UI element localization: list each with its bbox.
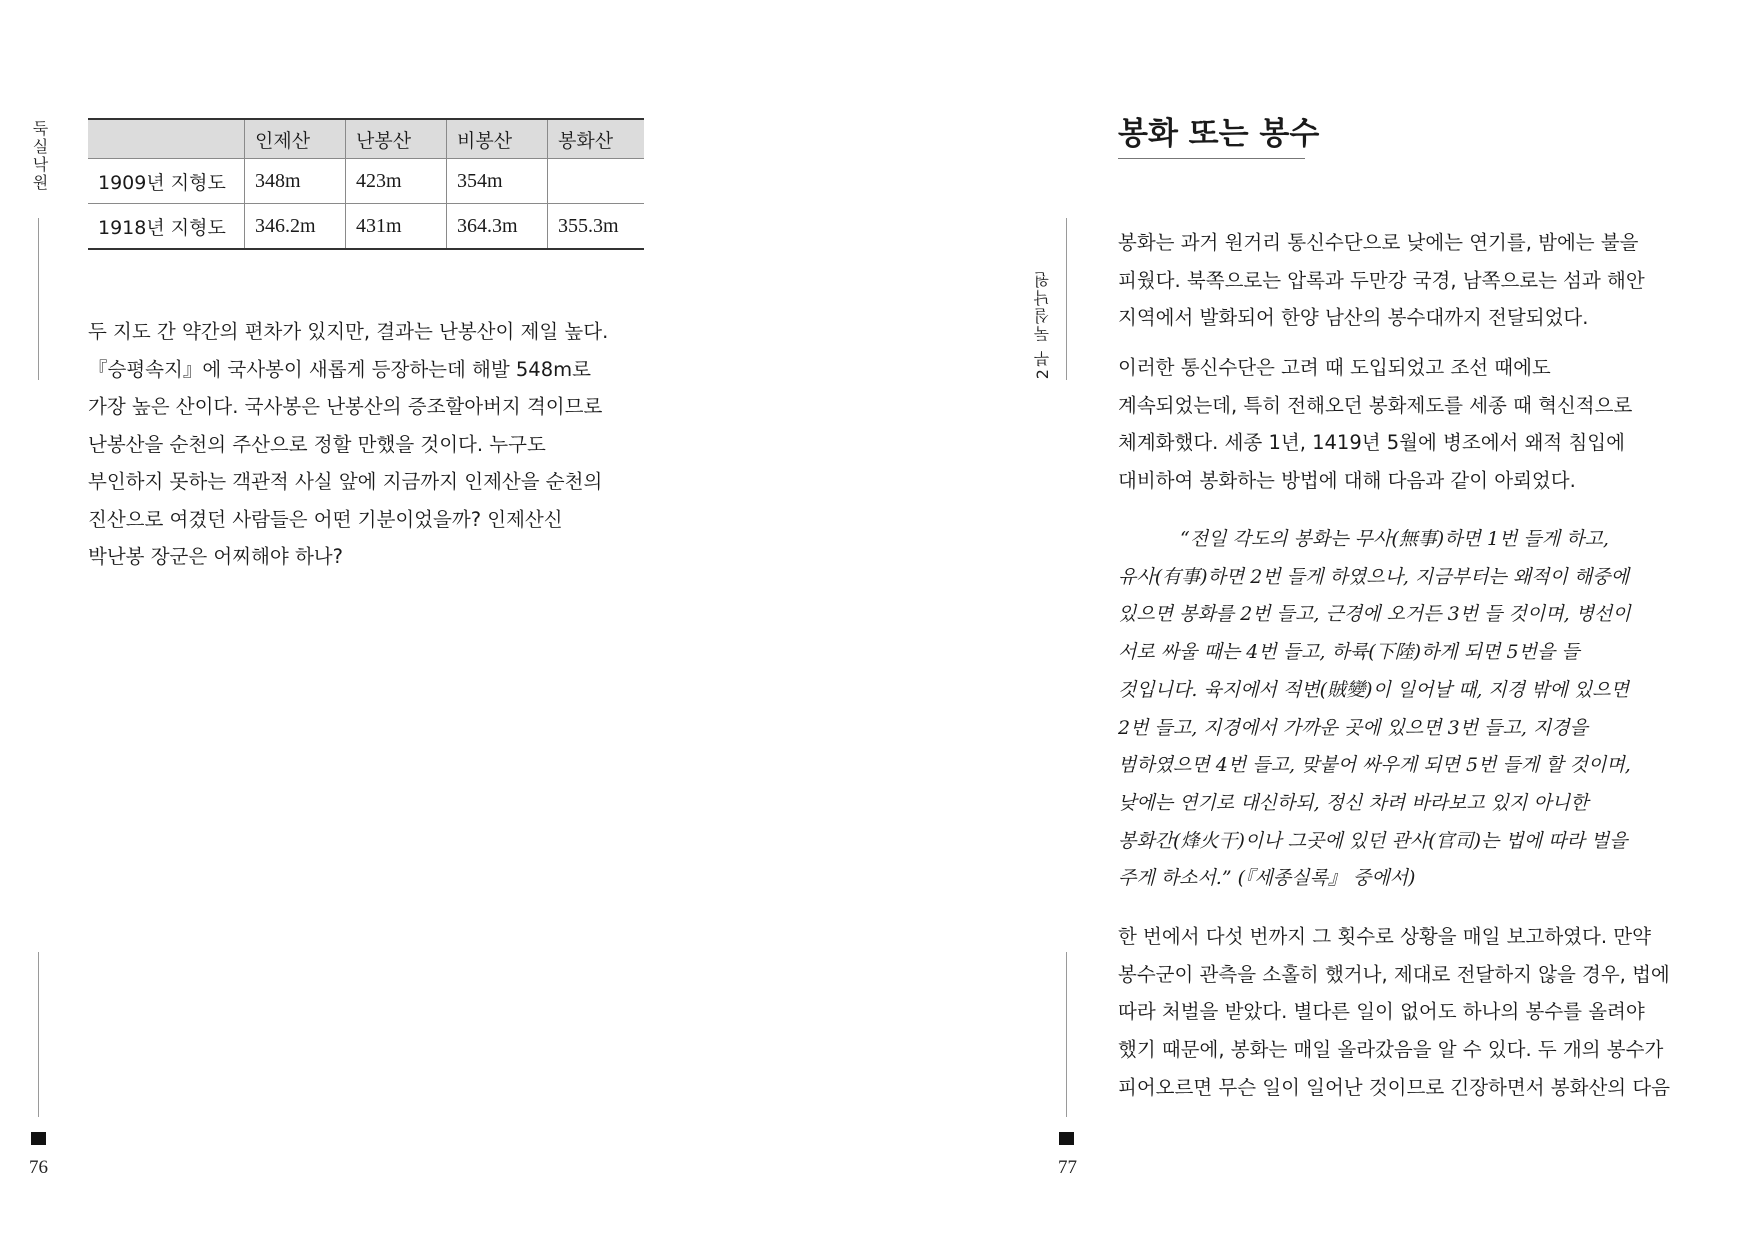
table-row bbox=[88, 159, 644, 204]
table-cell: 423m bbox=[346, 159, 447, 204]
paragraph-3 bbox=[1118, 918, 1678, 1107]
text-line: 부인하지 못하는 객관적 사실 앞에 지금까지 인제산을 순천의 bbox=[88, 470, 603, 493]
quote-line: 낮에는 연기로 대신하되, 정신 차려 바라보고 있지 아니한 bbox=[1118, 791, 1589, 814]
left-page-marker bbox=[31, 1132, 46, 1145]
left-running-head: 둑실낙원 bbox=[30, 120, 49, 192]
text-line: 박난봉 장군은 어찌해야 하나? bbox=[88, 545, 343, 568]
table-cell: 354m bbox=[447, 159, 548, 204]
table-header-cell: 난봉산 bbox=[346, 119, 447, 159]
paragraph-1 bbox=[1118, 224, 1678, 337]
table-cell: 355.3m bbox=[548, 204, 645, 250]
elevation-table bbox=[88, 118, 644, 250]
text-line: 『승평속지』에 국사봉이 새롭게 등장하는데 해발 548m로 bbox=[88, 357, 591, 381]
table-cell: 431m bbox=[346, 204, 447, 250]
table-header-cell: 봉화산 bbox=[548, 119, 645, 159]
quote-line: 범하였으면 4번 들고, 맞붙어 싸우게 되면 5번 들게 할 것이며, bbox=[1118, 754, 1631, 777]
table-cell: 1909년 지형도 bbox=[98, 171, 226, 194]
table-row bbox=[88, 204, 644, 250]
quote-line: 것입니다. 육지에서 적변(賊變)이 일어날 때, 지경 밖에 있으면 bbox=[1118, 678, 1629, 701]
text-line: 체계화했다. 세종 1년, 1419년 5월에 병조에서 왜적 침입에 bbox=[1118, 431, 1625, 455]
quote-line: 서로 싸울 때는 4번 들고, 하륙(下陸)하게 되면 5번을 들 bbox=[1118, 641, 1580, 664]
quote-line: 있으면 봉화를 2번 들고, 근경에 오거든 3번 들 것이며, 병선이 bbox=[1118, 603, 1631, 626]
text-line: 한 번에서 다섯 번까지 그 횟수로 상황을 매일 보고하였다. 만약 bbox=[1118, 925, 1651, 948]
table-header-row bbox=[88, 119, 644, 159]
right-running-head: 2부 둑실낙원 bbox=[1033, 270, 1052, 380]
right-page-number: 77 bbox=[1058, 1157, 1077, 1178]
table-cell: 364.3m bbox=[447, 204, 548, 250]
quote-line: 주게 하소서.” (『세종실록』 중에서) bbox=[1118, 867, 1416, 890]
table-cell bbox=[548, 159, 645, 204]
text-line: 이러한 통신수단은 고려 때 도입되었고 조선 때에도 bbox=[1118, 356, 1551, 379]
text-line: 계속되었는데, 특히 전해오던 봉화제도를 세종 때 혁신적으로 bbox=[1118, 393, 1633, 417]
paragraph-2 bbox=[1118, 349, 1678, 500]
right-page-marker bbox=[1059, 1132, 1074, 1145]
table-cell: 346.2m bbox=[245, 204, 346, 250]
title-underline bbox=[1118, 158, 1305, 159]
right-margin-rule-bottom bbox=[1066, 952, 1067, 1117]
quote-line: 2번 들고, 지경에서 가까운 곳에 있으면 3번 들고, 지경을 bbox=[1118, 716, 1589, 739]
table-header-cell: 인제산 bbox=[245, 119, 346, 159]
left-body-paragraph bbox=[88, 313, 688, 576]
text-line: 두 지도 간 약간의 편차가 있지만, 결과는 난봉산이 제일 높다. bbox=[88, 320, 609, 343]
left-margin-rule-top bbox=[38, 218, 39, 380]
text-line: 봉수군이 관측을 소홀히 했거나, 제대로 전달하지 않을 경우, 법에 bbox=[1118, 962, 1670, 986]
table-header-cell: 비봉산 bbox=[447, 119, 548, 159]
text-line: 따라 처벌을 받았다. 별다른 일이 없어도 하나의 봉수를 올려야 bbox=[1118, 1000, 1645, 1024]
text-line: 피어오르면 무슨 일이 일어난 것이므로 긴장하면서 봉화산의 다음 bbox=[1118, 1075, 1670, 1099]
text-line: 피웠다. 북쪽으로는 압록과 두만강 국경, 남쪽으로는 섬과 해안 bbox=[1118, 268, 1645, 292]
text-line: 봉화는 과거 원거리 통신수단으로 낮에는 연기를, 밤에는 불을 bbox=[1118, 231, 1639, 254]
text-line: 했기 때문에, 봉화는 매일 올라갔음을 알 수 있다. 두 개의 봉수가 bbox=[1118, 1038, 1664, 1062]
sejong-sillok-quote bbox=[1118, 521, 1678, 898]
section-title: 봉화 또는 봉수 bbox=[1118, 116, 1320, 152]
left-page-number: 76 bbox=[29, 1157, 48, 1178]
text-line: 난봉산을 순천의 주산으로 정할 만했을 것이다. 누구도 bbox=[88, 432, 546, 456]
left-margin-rule-bottom bbox=[38, 952, 39, 1117]
table-cell: 348m bbox=[245, 159, 346, 204]
text-line: 가장 높은 산이다. 국사봉은 난봉산의 증조할아버지 격이므로 bbox=[88, 395, 603, 418]
quote-line: 유사(有事)하면 2번 들게 하였으나, 지금부터는 왜적이 해중에 bbox=[1118, 565, 1629, 588]
text-line: 대비하여 봉화하는 방법에 대해 다음과 같이 아뢰었다. bbox=[1118, 469, 1576, 493]
right-margin-rule-top bbox=[1066, 218, 1067, 380]
quote-line: 봉화간(烽火干)이나 그곳에 있던 관사(官司)는 법에 따라 벌을 bbox=[1118, 829, 1628, 852]
table-cell: 1918년 지형도 bbox=[98, 216, 226, 239]
text-line: 지역에서 발화되어 한양 남산의 봉수대까지 전달되었다. bbox=[1118, 306, 1589, 330]
table-header-cell bbox=[88, 119, 245, 159]
quote-line: “전일 각도의 봉화는 무사(無事)하면 1번 들게 하고, bbox=[1180, 528, 1609, 550]
text-line: 진산으로 여겼던 사람들은 어떤 기분이었을까? 인제산신 bbox=[88, 507, 563, 531]
